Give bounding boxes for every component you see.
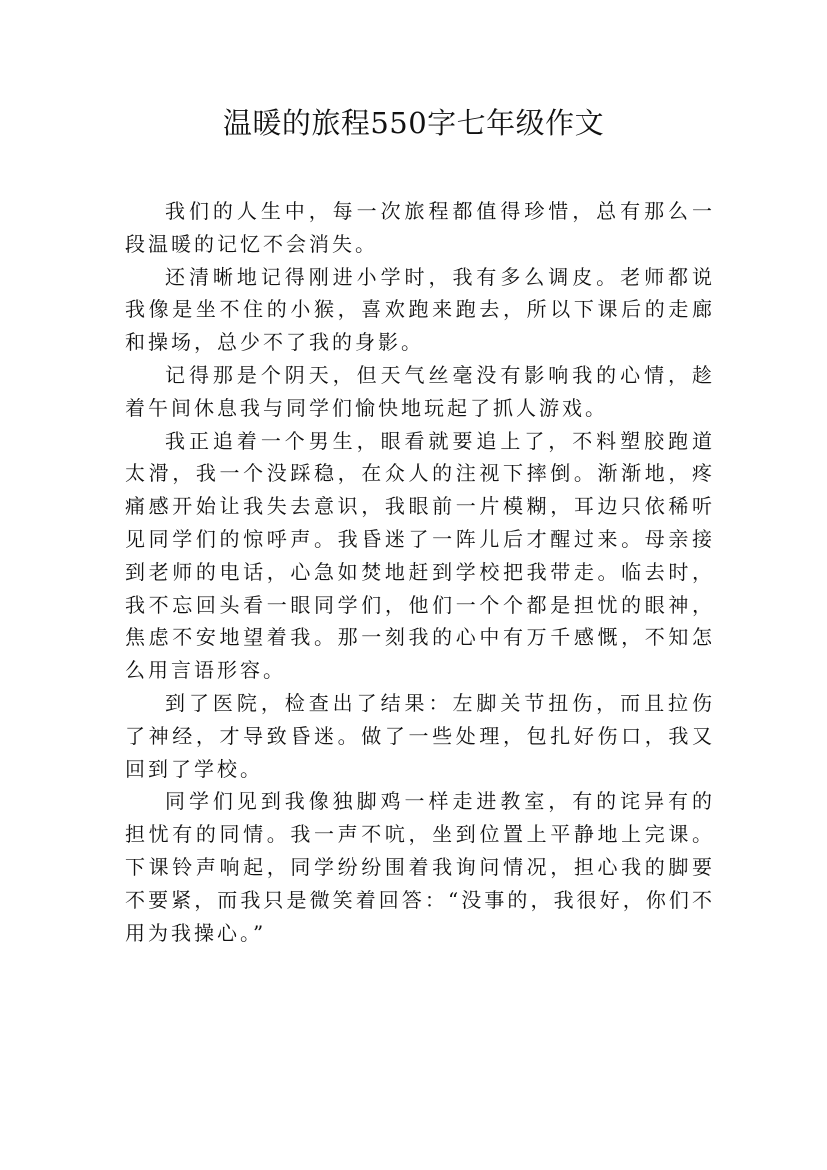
paragraph-5: 到了医院，检查出了结果：左脚关节扭伤，而且拉伤了神经，才导致昏迷。做了一些处理，包扎好伤口，我又回到了学校。 xyxy=(125,690,715,781)
essay-body xyxy=(125,195,715,949)
paragraph-4: 我正追着一个男生，眼看就要追上了，不料塑胶跑道太滑，我一个没踩稳，在众人的注视下摔倒。渐渐地，疼痛感开始让我失去意识，我眼前一片模糊，耳边只依稀听见同学们的惊呼声。我昏迷了一阵儿后才醒过来。母亲接到老师的电话，心急如焚地赶到学校把我带走。临去时，我不忘回头看一眼同学们，他们一个个都是担忧的眼神，焦虑不安地望着我。那一刻我的心中有万千感慨，不知怎么用言语形容。 xyxy=(125,428,715,683)
document-title: 温暖的旅程550字七年级作文 xyxy=(222,106,605,140)
paragraph-1: 我们的人生中，每一次旅程都值得珍惜，总有那么一段温暖的记忆不会消失。 xyxy=(125,199,715,256)
paragraph-2: 还清晰地记得刚进小学时，我有多么调皮。老师都说我像是坐不住的小猴，喜欢跑来跑去，所以下课后的走廊和操场，总少不了我的身影。 xyxy=(125,264,715,355)
paragraph-6: 同学们见到我像独脚鸡一样走进教室，有的诧异有的担忧有的同情。我一声不吭，坐到位置上平静地上完课。下课铃声响起，同学纷纷围着我询问情况，担心我的脚要不要紧，而我只是微笑着回答：“没事的，我很好，你们不用为我操心。” xyxy=(125,789,715,945)
paragraph-3: 记得那是个阴天，但天气丝毫没有影响我的心情，趁着午间休息我与同学们愉快地玩起了抓人游戏。 xyxy=(125,362,715,420)
